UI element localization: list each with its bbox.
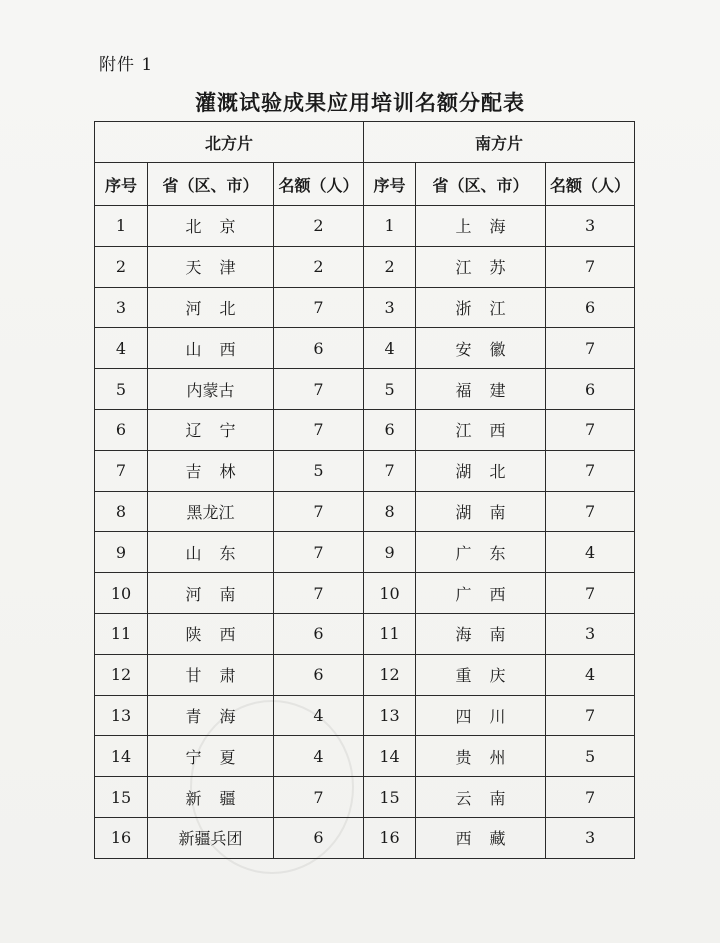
province-name: 海南: [455, 625, 524, 645]
table-row: [95, 613, 635, 654]
province-name: 广西: [455, 584, 524, 604]
north-seq-cell: 12: [95, 654, 148, 695]
south-seq-cell: 11: [364, 613, 416, 654]
quota-table: [94, 121, 635, 859]
south-seq-cell: 13: [364, 695, 416, 736]
table-row: [95, 369, 635, 410]
south-quota-header: 名额（人）: [546, 163, 635, 206]
north-province-cell: [148, 654, 274, 695]
south-province-cell: [416, 573, 546, 614]
province-name: 安徽: [455, 339, 524, 359]
south-province-cell: [416, 654, 546, 695]
north-quota-cell: 7: [274, 369, 364, 410]
region-header-row: [95, 122, 635, 163]
north-quota-cell: 7: [274, 287, 364, 328]
north-province-cell: [148, 532, 274, 573]
south-province-cell: [416, 287, 546, 328]
north-seq-cell: 1: [95, 206, 148, 247]
south-seq-cell: 5: [364, 369, 416, 410]
province-name: 西藏: [455, 829, 524, 849]
south-province-cell: [416, 736, 546, 777]
south-quota-cell: 7: [546, 409, 635, 450]
north-quota-cell: 7: [274, 777, 364, 818]
province-name: 甘肃: [185, 666, 254, 686]
south-province-cell: [416, 613, 546, 654]
south-seq-cell: 15: [364, 777, 416, 818]
south-seq-cell: 4: [364, 328, 416, 369]
province-name: 湖北: [455, 462, 524, 482]
south-province-cell: [416, 246, 546, 287]
south-seq-cell: 7: [364, 450, 416, 491]
north-province-cell: [148, 450, 274, 491]
south-quota-cell: 7: [546, 450, 635, 491]
north-province-cell: [148, 695, 274, 736]
south-province-cell: [416, 369, 546, 410]
south-province-cell: [416, 695, 546, 736]
south-quota-cell: 7: [546, 573, 635, 614]
province-name: 内蒙古: [186, 380, 235, 400]
north-quota-cell: 6: [274, 328, 364, 369]
north-province-cell: [148, 613, 274, 654]
north-province-header: 省（区、市）: [148, 163, 274, 206]
north-seq-cell: 13: [95, 695, 148, 736]
table-row: [95, 654, 635, 695]
province-name: 广东: [455, 543, 524, 563]
north-seq-cell: 11: [95, 613, 148, 654]
north-seq-cell: 5: [95, 369, 148, 410]
north-quota-cell: 6: [274, 817, 364, 858]
north-quota-cell: 7: [274, 491, 364, 532]
south-seq-cell: 12: [364, 654, 416, 695]
north-seq-cell: 6: [95, 409, 148, 450]
province-name: 黑龙江: [186, 502, 235, 522]
province-name: 四川: [455, 706, 524, 726]
north-quota-cell: 2: [274, 206, 364, 247]
south-quota-cell: 6: [546, 287, 635, 328]
south-province-cell: [416, 328, 546, 369]
south-quota-cell: 6: [546, 369, 635, 410]
north-seq-cell: 10: [95, 573, 148, 614]
table-row: [95, 573, 635, 614]
south-seq-header: 序号: [364, 163, 416, 206]
table-row: [95, 532, 635, 573]
south-quota-cell: 5: [546, 736, 635, 777]
north-seq-header: 序号: [95, 163, 148, 206]
province-name: 浙江: [455, 298, 524, 318]
north-quota-header: 名额（人）: [274, 163, 364, 206]
north-seq-cell: 7: [95, 450, 148, 491]
province-name: 河北: [185, 298, 254, 318]
south-quota-cell: 7: [546, 777, 635, 818]
province-name: 辽宁: [185, 421, 254, 441]
north-seq-cell: 9: [95, 532, 148, 573]
south-seq-cell: 6: [364, 409, 416, 450]
province-name: 湖南: [455, 502, 524, 522]
south-quota-cell: 7: [546, 491, 635, 532]
north-province-cell: [148, 817, 274, 858]
north-seq-cell: 8: [95, 491, 148, 532]
south-seq-cell: 8: [364, 491, 416, 532]
north-seq-cell: 14: [95, 736, 148, 777]
province-name: 新疆兵团: [178, 829, 243, 849]
south-seq-cell: 2: [364, 246, 416, 287]
north-province-cell: [148, 777, 274, 818]
north-quota-cell: 2: [274, 246, 364, 287]
south-quota-cell: 3: [546, 206, 635, 247]
north-province-cell: [148, 369, 274, 410]
north-quota-cell: 4: [274, 695, 364, 736]
table-row: [95, 409, 635, 450]
table-row: [95, 450, 635, 491]
province-name: 天津: [185, 258, 254, 278]
province-name: 上海: [455, 217, 524, 237]
south-quota-cell: 4: [546, 654, 635, 695]
province-name: 宁夏: [185, 747, 254, 767]
south-quota-cell: 3: [546, 613, 635, 654]
north-seq-cell: 3: [95, 287, 148, 328]
south-seq-cell: 16: [364, 817, 416, 858]
province-name: 北京: [185, 217, 254, 237]
province-name: 重庆: [455, 666, 524, 686]
south-seq-cell: 10: [364, 573, 416, 614]
region-north-header: 北方片: [95, 122, 364, 163]
north-province-cell: [148, 287, 274, 328]
table-row: [95, 206, 635, 247]
province-name: 福建: [455, 380, 524, 400]
south-quota-cell: 3: [546, 817, 635, 858]
province-name: 江西: [455, 421, 524, 441]
north-seq-cell: 4: [95, 328, 148, 369]
north-quota-cell: 5: [274, 450, 364, 491]
north-province-cell: [148, 206, 274, 247]
province-name: 河南: [185, 584, 254, 604]
north-seq-cell: 15: [95, 777, 148, 818]
north-province-cell: [148, 328, 274, 369]
table-row: [95, 736, 635, 777]
page-title: 灌溉试验成果应用培训名额分配表: [195, 91, 525, 115]
north-quota-cell: 4: [274, 736, 364, 777]
south-province-cell: [416, 777, 546, 818]
south-seq-cell: 3: [364, 287, 416, 328]
south-province-header: 省（区、市）: [416, 163, 546, 206]
south-province-cell: [416, 491, 546, 532]
table-row: [95, 491, 635, 532]
south-province-cell: [416, 450, 546, 491]
north-province-cell: [148, 736, 274, 777]
province-name: 贵州: [455, 747, 524, 767]
south-seq-cell: 1: [364, 206, 416, 247]
north-seq-cell: 16: [95, 817, 148, 858]
north-province-cell: [148, 409, 274, 450]
south-quota-cell: 7: [546, 246, 635, 287]
north-province-cell: [148, 491, 274, 532]
south-province-cell: [416, 409, 546, 450]
table-row: [95, 246, 635, 287]
province-name: 江苏: [455, 258, 524, 278]
north-quota-cell: 7: [274, 532, 364, 573]
south-quota-cell: 4: [546, 532, 635, 573]
province-name: 山东: [185, 543, 254, 563]
column-header-row: [95, 163, 635, 206]
south-quota-cell: 7: [546, 695, 635, 736]
north-quota-cell: 6: [274, 654, 364, 695]
province-name: 山西: [185, 339, 254, 359]
south-seq-cell: 14: [364, 736, 416, 777]
province-name: 青海: [185, 706, 254, 726]
table-row: [95, 287, 635, 328]
south-province-cell: [416, 206, 546, 247]
table-row: [95, 777, 635, 818]
attachment-label: 附件 1: [99, 55, 154, 75]
table-row: [95, 817, 635, 858]
north-province-cell: [148, 573, 274, 614]
table-row: [95, 695, 635, 736]
province-name: 吉林: [185, 462, 254, 482]
south-seq-cell: 9: [364, 532, 416, 573]
north-seq-cell: 2: [95, 246, 148, 287]
north-quota-cell: 6: [274, 613, 364, 654]
north-quota-cell: 7: [274, 409, 364, 450]
north-province-cell: [148, 246, 274, 287]
province-name: 新疆: [185, 788, 254, 808]
north-quota-cell: 7: [274, 573, 364, 614]
region-south-header: 南方片: [364, 122, 635, 163]
south-quota-cell: 7: [546, 328, 635, 369]
south-province-cell: [416, 532, 546, 573]
table-row: [95, 328, 635, 369]
province-name: 陕西: [185, 625, 254, 645]
south-province-cell: [416, 817, 546, 858]
province-name: 云南: [455, 788, 524, 808]
